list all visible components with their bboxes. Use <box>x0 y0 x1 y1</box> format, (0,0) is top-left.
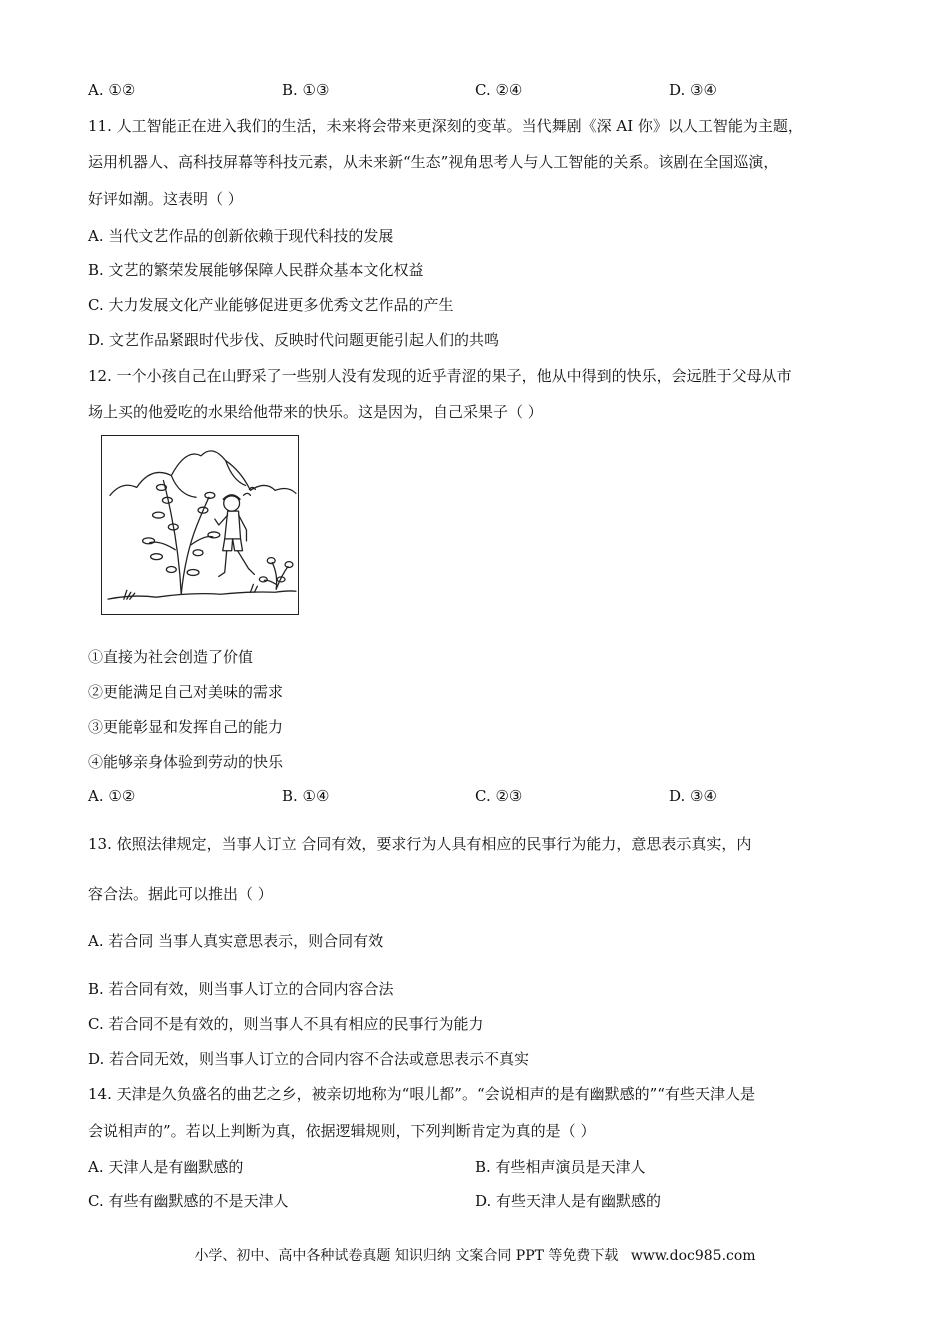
q12-options <box>88 786 868 806</box>
q14-options-row-1 <box>88 1157 868 1177</box>
q12-statement-4: ④能够亲身体验到劳动的快乐 <box>88 753 284 771</box>
q11-option-c[interactable]: C. 大力发展文化产业能够促进更多优秀文艺作品的产生 <box>88 296 454 314</box>
q12-illustration <box>101 435 299 615</box>
q14-stem-line-1: 14. 天津是久负盛名的曲艺之乡，被亲切地称为“哏儿都”。“会说相声的是有幽默感的”“有些天津人是 <box>88 1085 755 1103</box>
boy-picking-fruit-illustration <box>102 436 298 614</box>
q14-option-c[interactable]: C. 有些有幽默感的不是天津人 <box>88 1192 289 1210</box>
q10-option-b[interactable]: B. ①③ <box>282 81 330 99</box>
footer-url-link[interactable]: www.doc985.com <box>630 1248 756 1264</box>
q12-option-c[interactable]: C. ②③ <box>475 787 523 805</box>
q10-options <box>88 80 868 100</box>
q13-option-c[interactable]: C. 若合同不是有效的，则当事人不具有相应的民事行为能力 <box>88 1015 484 1033</box>
q14-option-a[interactable]: A. 天津人是有幽默感的 <box>88 1158 244 1176</box>
q10-option-d[interactable]: D. ③④ <box>669 81 717 99</box>
q11-option-b[interactable]: B. 文艺的繁荣发展能够保障人民群众基本文化权益 <box>88 261 424 279</box>
q12-stem-line-2: 场上买的他爱吃的水果给他带来的快乐。这是因为，自己采果子（ ） <box>88 403 543 421</box>
q13-option-d[interactable]: D. 若合同无效，则当事人订立的合同内容不合法或意思表示不真实 <box>88 1050 530 1068</box>
q13-stem-line-1: 13. 依照法律规定，当事人订立 合同有效，要求行为人具有相应的民事行为能力，意思表示真实，内 <box>88 835 752 853</box>
q12-option-d[interactable]: D. ③④ <box>669 787 717 805</box>
q11-option-a[interactable]: A. 当代文艺作品的创新依赖于现代科技的发展 <box>88 227 394 245</box>
q11-stem-line-1: 11. 人工智能正在进入我们的生活，未来将会带来更深刻的变革。当代舞剧《深 AI 你》以人工智能为主题， <box>88 117 803 135</box>
q12-statement-3: ③更能彰显和发挥自己的能力 <box>88 718 284 736</box>
q12-stem-line-1: 12. 一个小孩自己在山野采了一些别人没有发现的近乎青涩的果子，他从中得到的快乐，会远胜于父母从市 <box>88 367 792 385</box>
q10-option-c[interactable]: C. ②④ <box>475 81 523 99</box>
q12-statement-2: ②更能满足自己对美味的需求 <box>88 683 284 701</box>
q11-stem-line-2: 运用机器人、高科技屏幕等科技元素，从未来新“生态”视角思考人与人工智能的关系。该剧在全国巡演， <box>88 153 779 171</box>
q12-statement-1: ①直接为社会创造了价值 <box>88 648 254 666</box>
q10-option-a[interactable]: A. ①② <box>88 81 136 99</box>
q13-option-b[interactable]: B. 若合同有效，则当事人订立的合同内容合法 <box>88 980 394 998</box>
footer-text: 小学、初中、高中各种试卷真题 知识归纳 文案合同 PPT 等免费下载 <box>194 1248 619 1264</box>
q13-option-a[interactable]: A. 若合同 当事人真实意思表示，则合同有效 <box>88 932 384 950</box>
q12-option-b[interactable]: B. ①④ <box>282 787 330 805</box>
q14-option-b[interactable]: B. 有些相声演员是天津人 <box>475 1158 646 1176</box>
q11-stem-line-3: 好评如潮。这表明（ ） <box>88 190 243 208</box>
q11-option-d[interactable]: D. 文艺作品紧跟时代步伐、反映时代问题更能引起人们的共鸣 <box>88 331 500 349</box>
q14-option-d[interactable]: D. 有些天津人是有幽默感的 <box>475 1192 662 1210</box>
q14-options-row-2 <box>88 1191 868 1211</box>
q12-option-a[interactable]: A. ①② <box>88 787 136 805</box>
q14-stem-line-2: 会说相声的”。若以上判断为真，依据逻辑规则，下列判断肯定为真的是（ ） <box>88 1122 596 1140</box>
q13-stem-line-2: 容合法。据此可以推出（ ） <box>88 885 273 903</box>
page-footer <box>0 1246 950 1266</box>
